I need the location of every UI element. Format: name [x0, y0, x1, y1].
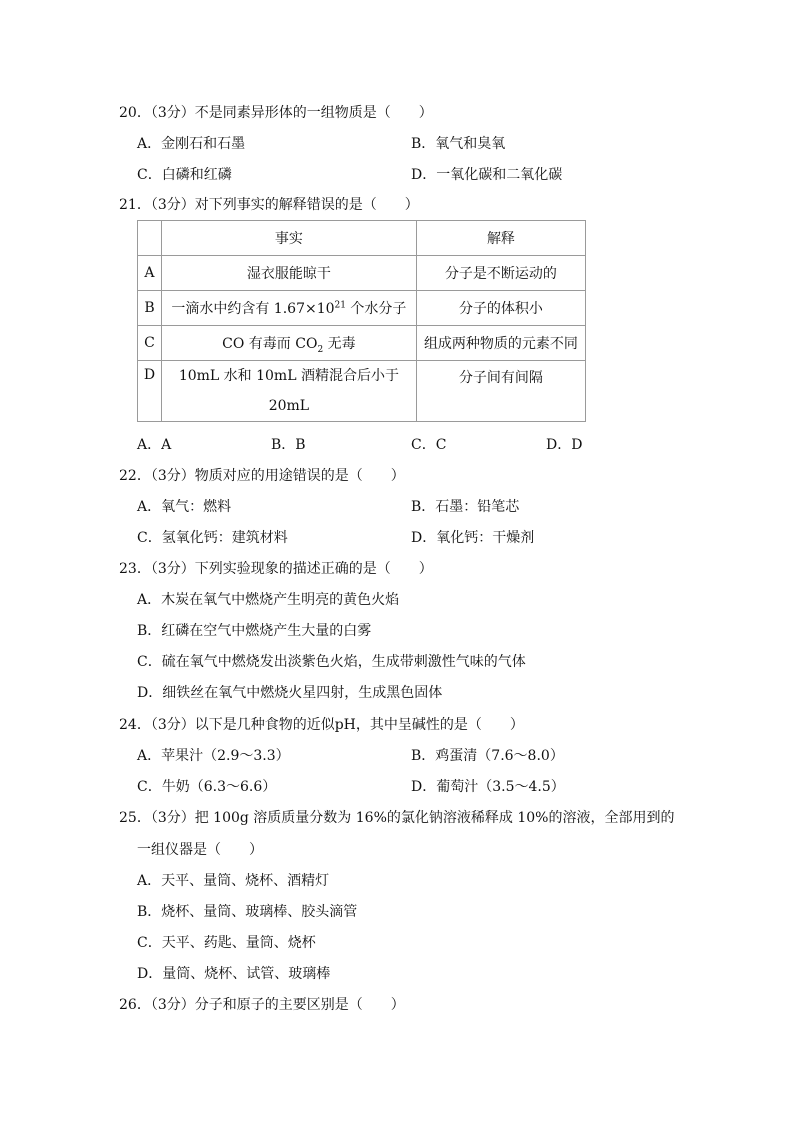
q21-option-a[interactable]: A．A — [137, 437, 172, 453]
row-explanation: 组成两种物质的元素不同 — [416, 326, 585, 361]
row-fact — [161, 361, 416, 422]
row-label: C — [138, 326, 162, 361]
question-24-stem: 24．（3分）以下是几种食物的近似pH，其中呈碱性的是（ ） — [119, 717, 524, 733]
q23-option-c[interactable]: C．硫在氧气中燃烧发出淡紫色火焰，生成带刺激性气味的气体 — [137, 654, 526, 670]
question-26-stem: 26．（3分）分子和原子的主要区别是（ ） — [119, 997, 405, 1013]
q22-option-c[interactable]: C．氢氧化钙：建筑材料 — [137, 530, 288, 546]
question-20-stem: 20．（3分）不是同素异形体的一组物质是（ ） — [119, 105, 433, 121]
fact-text-end: 个水分子 — [345, 301, 407, 317]
row-label: B — [138, 291, 162, 326]
fact-superscript: 21 — [334, 300, 346, 311]
question-23-stem: 23．（3分）下列实验现象的描述正确的是（ ） — [119, 561, 433, 577]
table-header-blank — [138, 221, 162, 256]
row-label: D — [138, 361, 162, 422]
row-explanation: 分子间有间隔 — [416, 361, 585, 422]
question-25-stem: 25．（3分）把 100g 溶质质量分数为 16%的氯化钠溶液稀释成 10%的溶液，全部用到的 — [119, 810, 675, 826]
row-explanation: 分子的体积小 — [416, 291, 585, 326]
q23-option-a[interactable]: A．木炭在氧气中燃烧产生明亮的黄色火焰 — [137, 592, 400, 608]
table-header-row — [138, 221, 586, 256]
q20-option-c[interactable]: C．白磷和红磷 — [137, 167, 232, 183]
fact-line-1: 10mL 水和 10mL 酒精混合后小于 — [178, 368, 399, 384]
fact-line-2: 20mL — [268, 398, 310, 414]
q21-option-d[interactable]: D．D — [546, 437, 583, 453]
question-21-stem: 21．（3分）对下列事实的解释错误的是（ ） — [119, 197, 419, 213]
fact-subscript: 2 — [317, 344, 324, 355]
q20-option-d[interactable]: D．一氧化碳和二氧化碳 — [411, 167, 563, 183]
q20-option-b[interactable]: B．氧气和臭氧 — [411, 136, 506, 152]
row-explanation: 分子是不断运动的 — [416, 256, 585, 291]
table-row — [138, 361, 586, 422]
fact-text-end: 无毒 — [323, 336, 356, 352]
q21-option-c[interactable]: C．C — [411, 437, 447, 453]
q22-option-a[interactable]: A．氧气：燃料 — [137, 499, 232, 515]
question-25-stem-continued: 一组仪器是（ ） — [137, 842, 263, 858]
table-row — [138, 291, 586, 326]
fact-text: CO 有毒而 CO — [222, 336, 318, 352]
q23-option-d[interactable]: D．细铁丝在氧气中燃烧火星四射，生成黑色固体 — [137, 685, 443, 701]
table-row — [138, 326, 586, 361]
q25-option-c[interactable]: C．天平、药匙、量筒、烧杯 — [137, 935, 316, 951]
q23-option-b[interactable]: B．红磷在空气中燃烧产生大量的白雾 — [137, 623, 372, 639]
row-fact — [161, 291, 416, 326]
question-22-stem: 22．（3分）物质对应的用途错误的是（ ） — [119, 468, 405, 484]
q22-option-d[interactable]: D．氧化钙：干燥剂 — [411, 530, 535, 546]
table-header-explanation: 解释 — [416, 221, 585, 256]
table-header-fact: 事实 — [161, 221, 416, 256]
q24-option-c[interactable]: C．牛奶（6.3～6.6） — [137, 779, 277, 795]
q25-option-b[interactable]: B．烧杯、量筒、玻璃棒、胶头滴管 — [137, 904, 358, 920]
q22-option-b[interactable]: B．石墨：铅笔芯 — [411, 499, 520, 515]
q24-option-a[interactable]: A．苹果汁（2.9～3.3） — [137, 748, 290, 764]
row-label: A — [138, 256, 162, 291]
fact-text: 一滴水中约含有 1.67×10 — [171, 301, 335, 317]
q21-option-b[interactable]: B．B — [271, 437, 306, 453]
q20-option-a[interactable]: A．金刚石和石墨 — [137, 136, 246, 152]
q25-option-d[interactable]: D．量筒、烧杯、试管、玻璃棒 — [137, 966, 331, 982]
q24-option-d[interactable]: D．葡萄汁（3.5～4.5） — [411, 779, 565, 795]
table-row — [138, 256, 586, 291]
row-fact — [161, 326, 416, 361]
q25-option-a[interactable]: A．天平、量筒、烧杯、酒精灯 — [137, 873, 330, 889]
q24-option-b[interactable]: B．鸡蛋清（7.6～8.0） — [411, 748, 564, 764]
row-fact: 湿衣服能晾干 — [161, 256, 416, 291]
facts-table — [137, 220, 586, 422]
